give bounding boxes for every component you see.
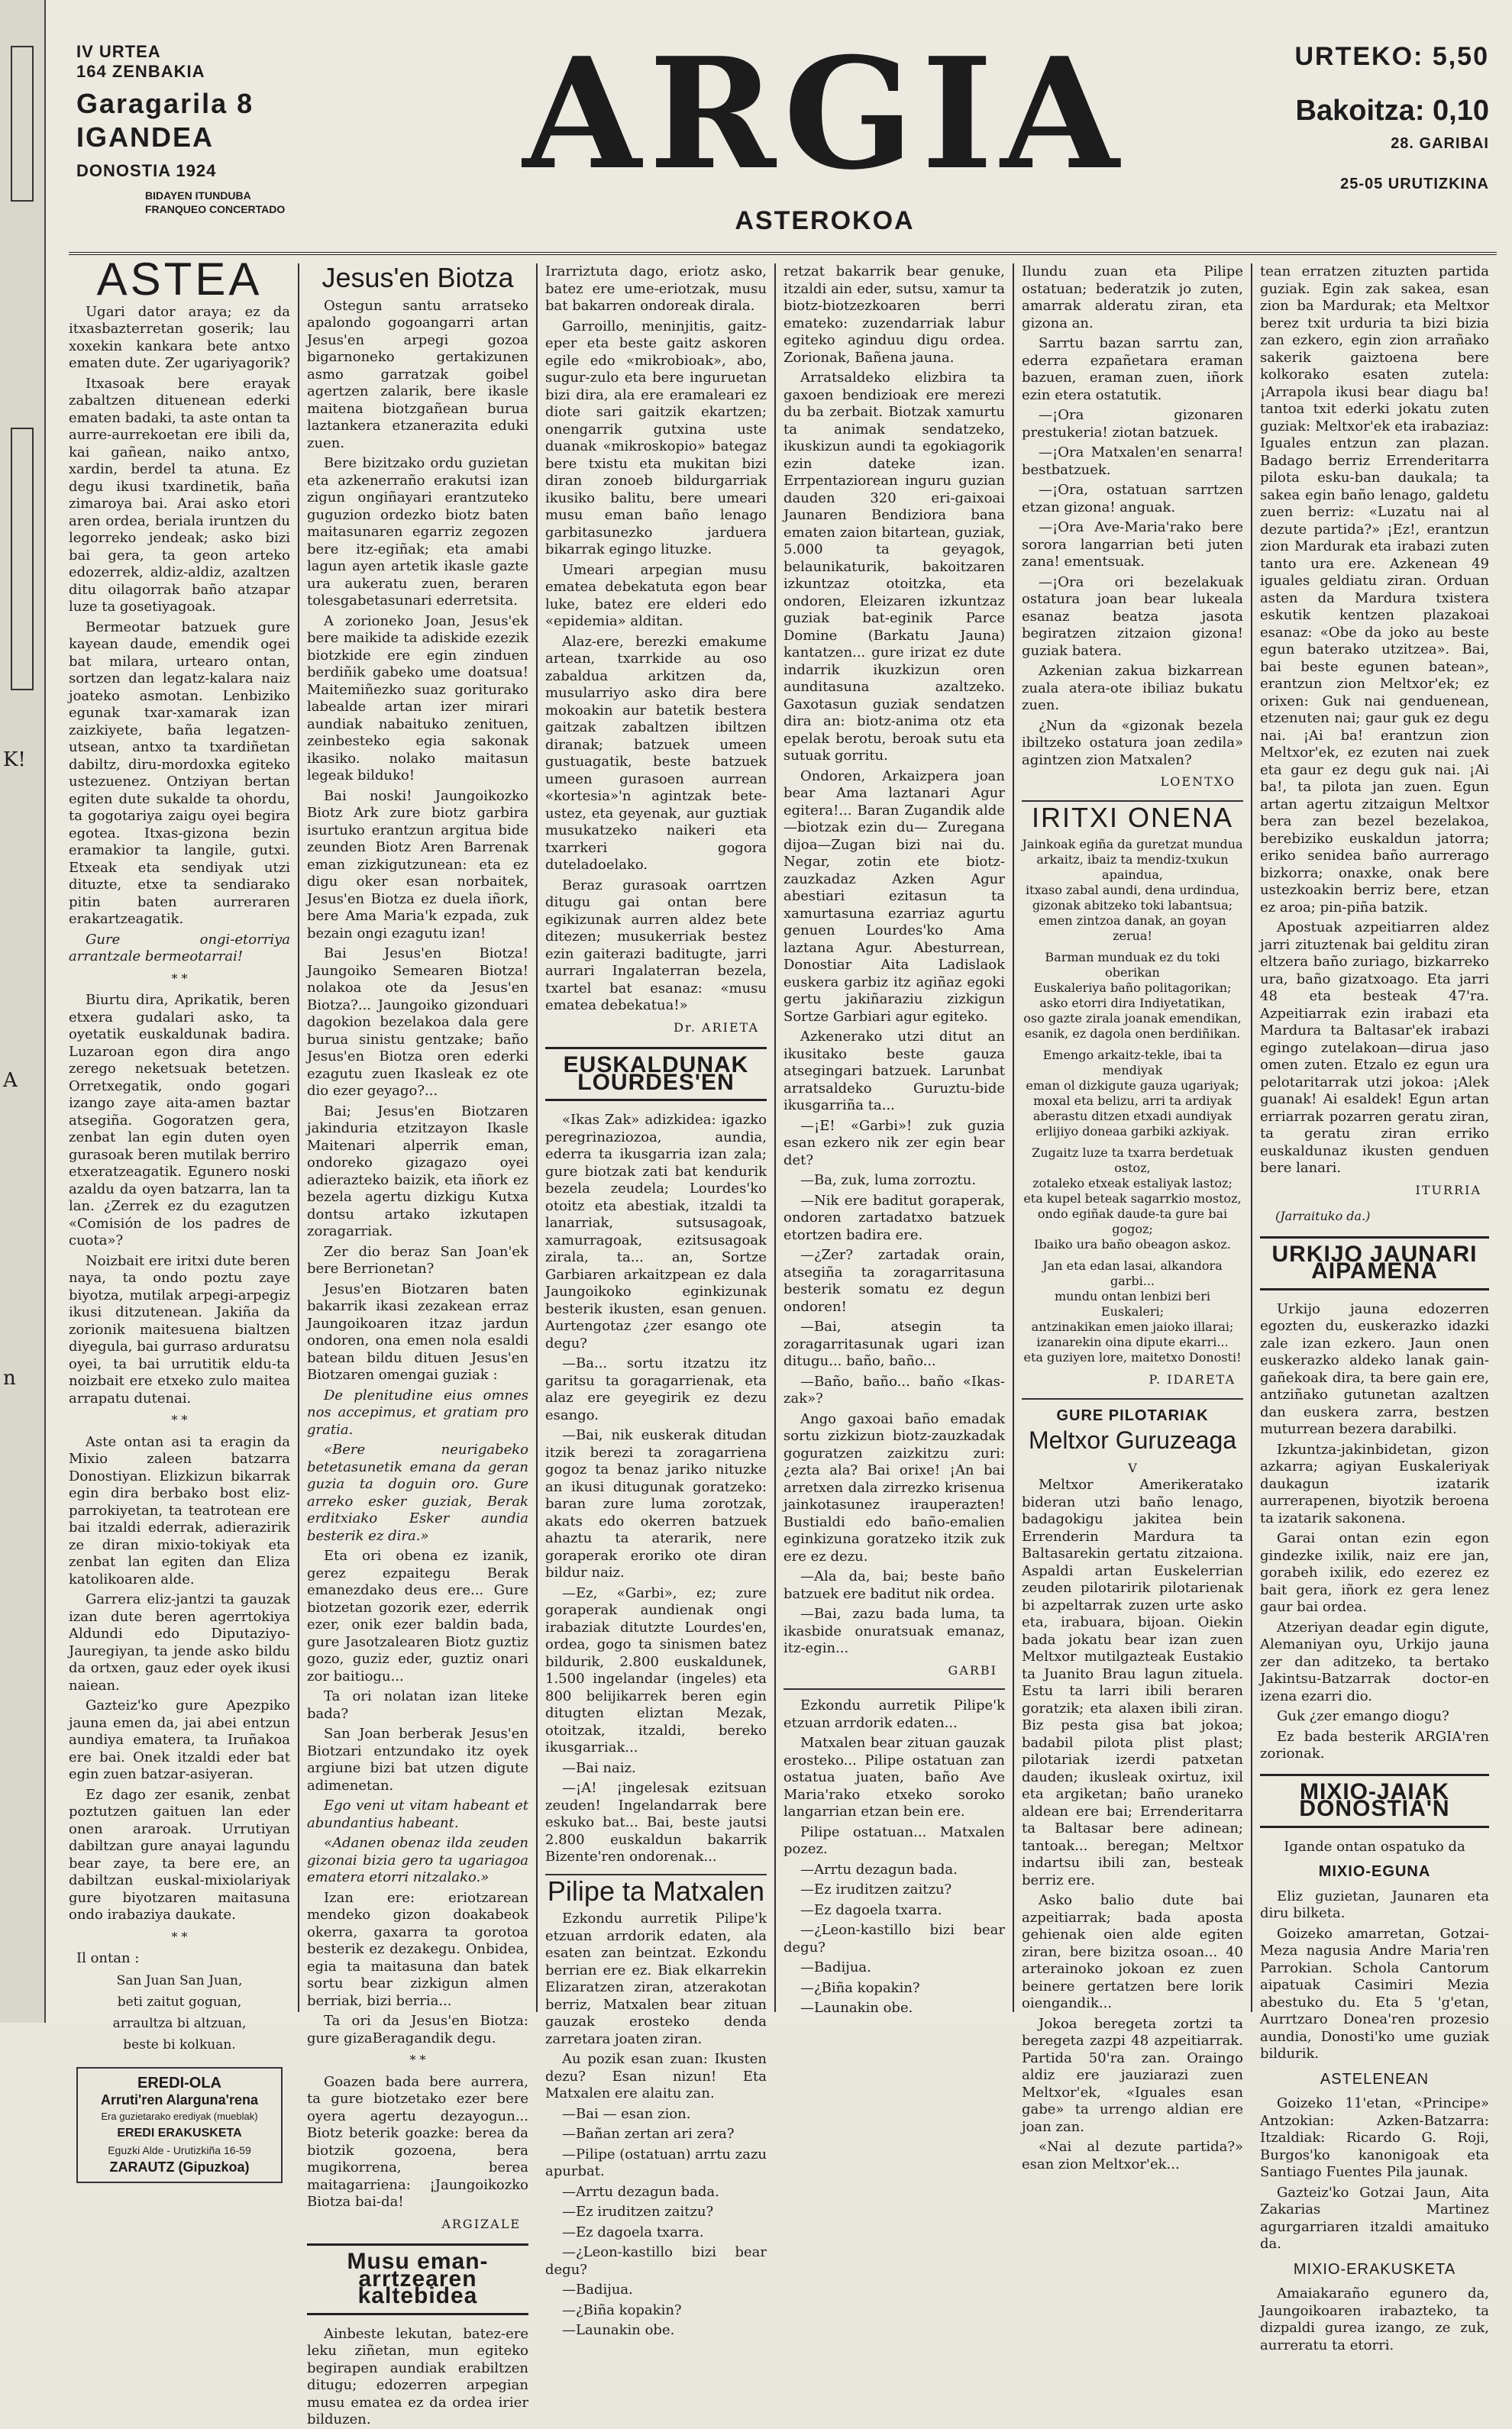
paragraph: Beraz gurasoak oarrtzen ditugu gai ontan bere egikizunak aurren aldez bete ditezen; musukerriak bestez ezin gaiterazi baditugte, jarri aurrari Ingalaterran bezela, txartel bat esanaz: «musu ematea debekatua!» — [545, 877, 767, 1013]
article-heading-pilipe: Pilipe ta Matxalen — [547, 1875, 765, 1907]
paragraph: Urkijo jauna edozerren egozten du, euskerazko idazki zale izan ezkero. Jaun onen euskerazko aldeko lanak gain-gañekoak dira, ta bere gain ere, antziñako gutunetan azaltzen dan euskera zarra, bestzen muturrean bezera darabilki. — [1260, 1300, 1489, 1437]
paragraph: —Pilipe (ostatuan) arrtu zazu apurbat. — [545, 2146, 767, 2179]
poem-stanza — [1022, 1258, 1243, 1365]
paragraph: Alaz-ere, berezki emakume artean, txarrkide au oso zabaldua arkitzen da, musularriyo asko dira bere mokoakin aur batetik bestera gaitzak zabaltzen ibiltzen diranak; batzuek umeen gustuagatik, beste batzuek umeen gurasoen aurrean «kortesia»'n agintzak bete-ustez, eta geyenak, aur guztiak musukatzeko naikeri eta txarrkeri gogora duteladoelako. — [545, 633, 767, 873]
paragraph: Au pozik esan zuan: Ikusten dezu? Esan nizun! Eta Matxalen ere alaitu zan. — [545, 2051, 767, 2101]
paragraph: —¿Leon-kastillo bizi bear degu? — [783, 1922, 1005, 1956]
paragraph: Jesus'en Biotzaren baten bakarrik ikasi zezakean erraz Jaungoikoaren itzaz jardun ondoren, ona emen nola esaldi batean bildu dituen Jesus'en Biotzaren omengai guziak : — [307, 1281, 528, 1383]
section-break: * * — [171, 971, 188, 986]
paragraph: Ezkondu aurretik Pilipe'k etzuan arrdorik edaten, ala esaten zan beintzat. Ezkondu berrian ere ez. Biak elkarrekin Elizaratzen ziran, atzerakotan berriz, Matxalen bear zituan gauzak erosteko denda zarretara joaten ziran. — [545, 1911, 767, 2047]
paragraph: Guk ¿zer emango diogu? — [1277, 1708, 1449, 1724]
poem-line: Emengo arkaitz-tekle, ibai ta mendiyak — [1042, 1048, 1223, 1077]
ad-line: Era guzietarako erediyak (mueblak) — [101, 2110, 258, 2122]
column-divider — [298, 263, 299, 2012]
paragraph: tean erratzen zituzten partida guziak. Egin zak sakea, esan zion ba Mardurak; eta Meltxor berez txit urduria ta bizi bizia zan ezkero, egin zion arrañako sakerik gaiztoena bere kolkorako esaten zutela: ¡Arrapola ikusi bear diagu ba! tantoa txit ederki jokatu zuten guziak: Meltxor'ek eta irabaziaz: Iguales entzun zan plazan. Badago berriz Errenderitarra pilota esku-ban daukala; ta sakea egin baño lenago, galdetu zuen berriz: «Luzatu nai al dezute partida?» ¡Ez!, erantzun zion Mardurak eta irabazi zuten tanto ura ere. Azkenean 49 iguales geldiatu ziran. Orduan asten da Mardura txistera eskutik kentzen plazakoai esanaz: «Obe da joko au beste egun baterako utzitzea». Bai, bai beste egunen batean», erantzun zion Meltxor'ek; ez orixen: Guk nai genduenean, etzenuten nai; gaur guk ez degu nai. ¡Ai ba! erantzun zion Meltxor'ek, ez ezuten nai zuek eta gaur ez degu guk nai. ¡Ai ba!, ta pilota jan zuen. Egun artan agertu zitzaigun Meltxor bera zan bezel bezelakoa, berebiziko euskaldun jatorra; eriko senidea baño aurrerago bizkorra; onaxke, onak bere ustezkoakin berriz bere, etzan ez aroa; pin-piña batzik. — [1260, 263, 1489, 916]
article-heading-musu: Musu eman-arrtzearen kaltebidea — [307, 2243, 528, 2315]
paragraph: —Baño, baño... baño «Ikas-zak»? — [783, 1373, 1005, 1407]
paragraph: «Nai al dezute partida?» esan zion Meltxor'ek... — [1022, 2139, 1243, 2172]
masthead-note-2: 25-05 URUTIZKINA — [1340, 176, 1489, 192]
paragraph: Azkenerako utzi ditut an ikusitako beste gauza atsegingari batzuek. Larunbat arratsaldeko Guruztu-bide ikusgarriña ta... — [783, 1029, 1005, 1113]
signature: ARGIZALE — [441, 2216, 521, 2231]
paragraph: —Bai, atsegin ta zoragarritasunak ugari izan ditugu... baño, baño... — [783, 1319, 1005, 1369]
paragraph: Gazteiz'ko Gotzai Jaun, Aita Zakarias Martinez agurgarriaren itzaldi amaituko da. — [1260, 2184, 1489, 2252]
poem-line: Ibaiko ura baño obeagon askoz. — [1034, 1237, 1231, 1252]
article-heading-iritxi-onena: IRITXI ONENA — [1031, 801, 1234, 833]
paragraph: —Bai naiz. — [562, 1759, 636, 1776]
poem-line: gizonak abitzeko toki labantsua; — [1032, 898, 1233, 912]
poem-line: erlijiyo doneaa garbiki azkiyak. — [1035, 1124, 1229, 1139]
section-break: * * — [409, 2053, 426, 2067]
paragraph: Ez dago zer esanik, zenbat poztutzen gaituen lan eder onen araroak. Urrutiyan dabiltzan gure anayai lagundu bear zaye, ta bere ere, an dabiltzan euskal-mixiolariyak gure biyotzaren maitasuna ondo irabaziya daukate. — [69, 1786, 290, 1923]
page-content — [69, 24, 1497, 2427]
verse-line: arraultza bi altzuan, — [112, 2015, 247, 2031]
paragraph: —Ez dagoela txarra. — [800, 1901, 942, 1918]
column-divider — [774, 263, 776, 2012]
paragraph: —Launakin obe. — [562, 2322, 675, 2338]
article-heading-meltxor: Meltxor Guruzeaga — [1028, 1426, 1237, 1454]
paragraph: —Arrtu dezagun bada. — [800, 1861, 958, 1878]
paragraph: —Bai, zazu bada luma, ta ikasbide onuratsuak emanaz, itz-egin... — [783, 1606, 1005, 1656]
border-ornament — [11, 428, 34, 690]
poem-line: izanarekin oina dipute ekarri... — [1036, 1335, 1229, 1349]
verse-line: San Juan San Juan, — [116, 1972, 243, 1988]
poem-line: mundu ontan lenbizi beri Euskaleri; — [1054, 1289, 1211, 1319]
section-break: * * — [171, 1413, 188, 1427]
continued-note: (Jarraituko da.) — [1275, 1209, 1371, 1223]
advertisement-box — [76, 2067, 283, 2183]
paragraph: Bai; Jesus'en Biotzaren jakinduria etzitzayon Ikasle Maitenari alperrik eman, ondoreko gizagazo oyei adierazteko baizik, eta iñork ez bezela agertu dizkigu Kutxa dontsu artako izkutapen zoragarriak. — [307, 1103, 528, 1239]
paragraph: Bermeotar batzuek gure kayean daude, emendik ogei bat milara, urtearo ontan, sortzen dan legatz-kalara naiz joateko asmotan. Lenbiziko egunak txar-xamarak izan zaizkiyete, baña legatzen-utsean, antxo ta txardiñetan dabiltz, diru-mordoxka egiteko ustezuenez. Ontziyan bertan egiten dute sukalde ta ohordu, ta gogotariya zaigu oyei begira egotea. Itxas-gizona bezin eramakior ta langile, gutxi. Etxeak eta sendiyak utzi dituzte, etxe ta sendiarako pitin baten aurreraren erakartzeagatik. — [69, 619, 290, 927]
article-heading-lourdes: EUSKALDUNAK LOURDES'EN — [545, 1047, 767, 1101]
paragraph: Aste ontan asi ta eragin da Mixio zaleen batzarra Donostiyan. Elizkizun bikarrak egin dira berbako bost eliz-parrokiyetan, ta teatrotean ere bai itzaldi ederrak, adierazirik ze diran mixio-tokiyak eta zenbat lan egiten dan Eliza katolikoaren alde. — [69, 1433, 290, 1588]
paragraph: Bere bizitzako ordu guzietan eta azkenerraño erakutsi izan zigun ongiñayari erantzuteko guguzion ordezko biotz baten maitasunaren egarriz zegozen bere itz-egiñak; eta amabi lagun ayen artetik ikasle gazte ura aukeratu zuen, beraren tolesgabetasunari ederretsita. — [307, 455, 528, 609]
paragraph: Ango gaxoai baño emadak sortu zizkizun biotz-zauzkadak goguratzen zaizkitzu zuri: ¿ezta ala? Bai orixe! ¡An bai arretxen dala zirrezko krisenua jainkotasunez irauperazten! Bustialdi edo baño-emalien eginkizuna goratzeko itzik zuk ere ez dezu. — [783, 1410, 1005, 1565]
subheading-astelenean: ASTELENEAN — [1320, 2070, 1430, 2088]
paragraph: Itxasoak bere erayak zabaltzen dituenean ederki ematen badaki, ta aste ontan ta aurre-aurrekoetan ere ibili da, kai gañean, naiko antxo, xardin, berdel ta atuna. Ez degu ikusi txardinetik, baña zimaroya bai. Arai asko etori aren ordea, beriala iruntzen du legorreko jendeak; asko bizi bai gera, ta geon arteko edozerrek, aldiz-aldiz, azaltzen ditu oilagorrak baño atzapar luze ta gosetiyagoak. — [69, 375, 290, 615]
masthead-note-1: 28. GARIBAI — [1391, 135, 1489, 152]
date-line: Garagarila 8 — [76, 88, 254, 119]
paragraph: Gazteiz'ko gure Apezpiko jauna emen da, jai abei entzun aundiya ematera, ta Iruñakoa ere bai. Onek itzaldi eder bat egin zuen batzar-asiyeran. — [69, 1697, 290, 1782]
ad-line: EREDI ERAKUSKETA — [117, 2126, 242, 2140]
yearly-price: URTEKO: 5,50 — [1294, 42, 1489, 71]
article-heading-astea: ASTEA — [96, 254, 263, 305]
poem-line: ondo egiñak daude-ta gure bai gogoz; — [1037, 1206, 1228, 1236]
article-heading-mixio-jaiak: MIXIO-JAIAK DONOSTIA'N — [1260, 1774, 1489, 1828]
part-number: V — [1128, 1460, 1137, 1475]
border-ornament — [11, 46, 34, 202]
paragraph: Garrera eliz-jantzi ta gauzak izan dute beren agerrtokiya Aldundi edo Diputaziyo-Jauregiyan, ta jende asko bildu da ortxen, gauz eder oyek ikusi naiean. — [69, 1591, 290, 1694]
paragraph: —Nik ere baditut goraperak, ondoren zartadatxo batzuek etortzen badira ere. — [783, 1192, 1005, 1243]
paragraph: Goizeko 11'etan, «Principe» Antzokian: Azken-Batzarra: Itzaldiak: Ricardo G. Roji, Burgos'ko kanonigoak eta Santiago Fuentes Pila jaunak. — [1260, 2095, 1489, 2180]
place-year: DONOSTIA 1924 — [76, 161, 217, 180]
paragraph: —¡Ora Matxalen'en senarra! bestbatzuek. — [1022, 444, 1243, 478]
paragraph: Atzeriyan deadar egin digute, Alemaniyan oyu, Urkijo jauna zer dan aditzeko, ta bertako Jakintsu-Batzarrak doctor-en izena ezarri dio. — [1260, 1619, 1489, 1704]
masthead-left — [76, 42, 351, 216]
paragraph: Ostegun santu arratseko apalondo gogoangarri artan Jesus'en arpegi gozoa bigarnoneko gertakizunen asmo garratzak goibel agertzen zalarik, bere ikasle maitena biotzgañean burua laztankera etzanerazita eduki zuen. — [307, 297, 528, 451]
paragraph: —Bañan zertan ari zera? — [562, 2126, 735, 2142]
paragraph: Bai noski! Jaungoikozko Biotz Ark zure biotz garbira isurtuko erantzun argitua bide zeunden Biotz Aren Barrenak eman zizkigutzunean: eta ez digu oker esan norbaitek, Jesus'en Biotza ez duela iñork, bere Ama Maria'k ezpada, zuk bezain ongi ezagutu izan! — [307, 787, 528, 942]
newspaper-subtitle: ASTEROKOA — [735, 206, 915, 235]
poem-line: aberastu ditzen etxadi aundiyak — [1032, 1109, 1233, 1123]
paragraph: Ta ori nolatan izan liteke bada? — [307, 1688, 528, 1722]
paragraph: —Ala da, bai; beste baño batzuek ere baditut nik ordea. — [783, 1568, 1005, 1602]
newspaper-title: ARGIA — [522, 24, 1127, 204]
edge-fragment: K! — [3, 748, 26, 771]
poem-line: zotaleko etxeak estaliyak lastoz; — [1032, 1176, 1233, 1190]
ad-line: Arruti'ren Alarguna'rena — [101, 2091, 258, 2108]
poem-line: Barman munduak ez du toki oberikan — [1045, 950, 1220, 980]
ad-line: ZARAUTZ (Gipuzkoa) — [109, 2159, 250, 2175]
signature: LOENTXO — [1160, 774, 1236, 789]
verse-intro: Il ontan : — [76, 1950, 140, 1966]
poem-line: Jan eta edan lasai, alkandora garbi... — [1042, 1258, 1223, 1288]
poem-line: esanik, ez dagola onen berdiñikan. — [1024, 1026, 1241, 1041]
paragraph: Noizbait ere iritxi dute beren naya, ta ondo poztu zaye biyotza, mutilak arpegi-arpegiz ikusi ditzutenean. Jakiña da zorionik maitesuena bialtzen diyegula, bai gurraso arduratsu oyei, ta bai urrutitik eldu-ta noizbait ere etxeko zulo maitea arrapatu dutenai. — [69, 1252, 290, 1407]
column-6 — [1260, 263, 1489, 2353]
signature: ITURRIA — [1415, 1182, 1481, 1197]
column-4 — [783, 263, 1005, 2016]
poem-line: itxaso zabal aundi, dena urdindua, — [1025, 883, 1240, 897]
paragraph: —Ba, zuk, luma zorroztu. — [800, 1172, 977, 1188]
paragraph: «Adanen obenaz ilda zeuden gizonai bizia gero ta ugariagoa ematera etorri nitzalako.» — [307, 1835, 528, 1885]
paragraph: Ondoren, Arkaizpera joan bear Ama laztanari Agur egitera!... Baran Zugandik alde—biotzak ezin du— Zuregana dijoa—Zugan bizi nai du. Negar, zotin ete biotz-zauzkadaz Azken Agur abestiari ezitasun ta xamurtasuna ezarriaz agurtu genuen Lourdes'ko Ama laztana Agur. Abesturrean, Donostiar Aita Ladislaok euskera garbiz itz agiñaz egoki gertu jakiñaraziu zizkigun Sortze Garbiari agur egiteko. — [783, 767, 1005, 1025]
paragraph: Pilipe ostatuan... Matxalen pozez. — [783, 1823, 1005, 1857]
subheading-erakusketa: MIXIO-ERAKUSKETA — [1293, 2260, 1456, 2278]
column-divider — [1251, 263, 1252, 2012]
paragraph: —Badijua. — [562, 2282, 633, 2298]
paragraph: —¡Ora ori bezelakuak ostatura joan bear lukeala esanaz beatza jasota begiratzen zitzaion gizona! guziak batera. — [1022, 573, 1243, 659]
poem-stanza — [1022, 1145, 1243, 1252]
paragraph: Arratsaldeko elizbira ta gaxoen bendizioak ere merezi du ba zerbait. Biotzak xamurtu ta animak sendatzeko, ikuskizun aundi ta egokiagorik ezin dateke izan. Errpentaziorean inguru guzian dauden 320 eri-gaixoai Jaunaren Bendiziora bana ematen zaion bitartean, guziak, 5.000 ta geyagok, belaunikaturik, bakoitzaren izkuntzaz otoitzka, eta ondoren, Eleizaren izkuntzaz guziak bat-eginik Parce Domine (Barkatu Jauna) kantatzen... gure irizat ez dute indarrik ikuzkizun oren aunditasuna azaltzeko. Gaxotasun guziak sendatzen dira an: biotz-anima otz eta epelak berotu, beroak sutu eta sutuak gorritu. — [783, 370, 1005, 764]
paragraph: Azkenian zakua bizkarrean zuala atera-ote ibiliaz bukatu zuen. — [1022, 663, 1243, 713]
ad-line: Eguzki Alde - Urutizkiña 16-59 — [108, 2143, 251, 2156]
paragraph: —¡Ora gizonaren prestukeria! ziotan batzuek. — [1022, 407, 1243, 441]
section-heading-pilotariak: GURE PILOTARIAK — [1056, 1407, 1209, 1424]
day-label: IGANDEA — [76, 121, 215, 153]
paragraph: —Bai, nik euskerak ditudan itzik berezi ta zoragarriena gogoz ta benaz jariko nituzke an ikusi ditugunak goratzeko: baran zure luma zorotzak, akats edo okerren batzuek ahaztu ta aterarik, nere goraperak eroriko ote diran bildur naiz. — [545, 1427, 767, 1581]
paragraph: —Launakin obe. — [800, 2000, 913, 2016]
paragraph: Ezkondu aurretik Pilipe'k etzuan arrdorik edaten... — [783, 1697, 1005, 1731]
divider — [783, 1688, 1005, 1690]
paragraph: Biurtu dira, Aprikatik, beren etxera gudalari asko, ta oyetatik euskaldunak badira. Luzaroan egon dira ango zerego neketsuak betetzen. Orretxegatik, ondo gogari izango zaye aita-amen baztar atsegiña. Gogoratzen gera, zenbat lan egin duten oyen gurasoak beren mutilak berriro etxeratzeagatik. Egunero noski azaldu da oyen batzarra, lan ta lan. ¿Zerrek ez du ezagutzen «Comisión de los padres de cuota»? — [69, 992, 290, 1248]
paragraph: A zorioneko Joan, Jesus'ek bere maikide ta adiskide ezezik biotzkide ere egin zinduen berdiñik gabeko ume doatsua! Maitemiñezko suaz goriturako labealde artan izer mirari aundiak nabaituko zenituen, zeinbesteko egia sakonak ikasiko. nolako maitasun legeak bilduko! — [307, 612, 528, 783]
article-heading-jesusen-biotza: Jesus'en Biotza — [321, 262, 514, 293]
ad-title: EREDI-OLA — [137, 2074, 221, 2091]
column-1 — [69, 254, 290, 2175]
paragraph: Jokoa beregeta zortzi ta beregeta zazpi 48 azpeitiarrak. Partida 50'ra zan. Oraingo aldiz ere jauziarazi zuen Meltxor'ek, «Iguales esan gabe» ta urrengo aldian ere joan zan. — [1022, 2015, 1243, 2135]
paragraph: Izan ere: eriotzarean mendeko gizon doakabeok okerra, gaxarra ta gorotoa besterik ez dezakegu. Onbidea, egia ta maitasuna dan batek sortu bear zizkigun almen berriak, bizi berria... — [307, 1889, 528, 2009]
masthead-rule — [69, 252, 1497, 255]
year-label: IV URTEA — [76, 42, 161, 61]
signature: P. IDARETA — [1149, 1372, 1236, 1387]
paragraph: —¿Zer? zartadak orain, atsegiña ta zoragarritasuna besterik somatu ez degun ondoren! — [783, 1247, 1005, 1315]
paragraph: —¿Biña kopakin? — [800, 1979, 920, 1996]
paragraph: Ainbeste lekutan, batez-ere leku ziñetan, mun egiteko begirapen aundiak erabiltzen ditugu; edozerren arpegian musu ematea ez da ordea irier bilduzen. — [307, 2325, 528, 2427]
verse-line: beti zaitut goguan, — [117, 1994, 242, 2010]
paragraph: Goazen bada bere aurrera, ta gure biotzetako ezer bere oyera agertu dezayogun... Biotz beterik goazke: berea da biotzik gozoena, bera mugikorrena, berea maitagarriena: ¡Jaungoikozko Biotza bai-da! — [307, 2073, 528, 2210]
column-divider — [536, 263, 538, 2012]
poem-line: Jainkoak egiña da guretzat mundua — [1022, 837, 1243, 851]
paragraph: —Ez, «Garbi», ez; zure goraperak aundienak ongi irabaziak ditutzte Lourdes'en, ordea, gogo ta sinismen batez bildurik, 2.800 euskaldunek, 1.500 ingelandar (ingeles) eta 800 belijikarrek beren egin ditugten eliztan Mezak, otoitzak, itzaldi, bereko ikusgarriak... — [545, 1584, 767, 1756]
paragraph: Gure ongi-etorriya arrantzale bermeotarrai! — [69, 931, 290, 964]
poem-line: arkaitz, ibaiz ta mendiz-txukun apaindua, — [1036, 852, 1229, 882]
intro-line: Igande ontan ospatuko da — [1284, 1838, 1465, 1855]
verse-line: beste bi kolkuan. — [123, 2037, 236, 2053]
poem-line: emen zintzoa danak, an goyan zerua! — [1039, 913, 1226, 943]
column-divider — [1013, 263, 1014, 2012]
paragraph: Zer dio beraz San Joan'ek bere Berrionetan? — [307, 1243, 528, 1277]
paragraph: Garroillo, meninjitis, gaitz-eper eta beste gaitz askoren egile edo «mikrobioak», abo, sugur-zulo eta bere inguruetan bizi dira, ala ere eramaleari ez diote sari gaitzik ekartzen; onengarrik gutxina uste duanak «mikroskopio» bategaz bere txistu eta mukitan bizi diran zonoeb bildurgarriak ikusiko balitu, bere umeari musu eman baño lenago garbitasunezko jarduera bikarrak egingo lituzke. — [545, 318, 767, 557]
paragraph: —Ez dagoela txarra. — [562, 2224, 704, 2240]
poem-line: asko etorri dira Indiyetatikan, — [1039, 996, 1226, 1010]
poem-line: oso gazte zirala joanak emendikan, — [1023, 1011, 1242, 1026]
paragraph: Amaiakaraño egunero da, Jaungoikoaren irabazteko, ta dizpaldi gurea izango, ze zuk, aurreratu ta etorri. — [1260, 2285, 1489, 2353]
poem-line: eman ol dizkigute gauza ugariyak; — [1026, 1078, 1239, 1093]
paragraph: Apostuak azpeitiarren aldez jarri zituztenak bai gelditu ziran eltzera baño zuriago, bizkarreko ura, baño gizatxoago. Eta jarri 48 eta besteak 47'ra. Azpeitiarrak ezin irabazi eta Mardura ta Baltasar'ek irabazi egingo zutelakoan—dirua jaso omen zuten. Etzalo ez egun ura pelotaritarrak utzi jokoa: ¡Alek guanak! Ai esaldek! Egun artan erriarrak pozarren geratu ziran, ta geratu ziran erriko euskaldunaz ikusten genduen bere lanari. — [1260, 919, 1489, 1176]
paragraph: Bai Jesus'en Biotza! Jaungoiko Semearen Biotza! nolakoa ote da Jesus'en Biotza?... Jaungoiko gizonduari dagokion bezelakoa dala gere burua sinistu gentzake; baño Jesus'en Biotza oren ederki ezagutu zuen Ikasleak ez ote dio ezer geyago?... — [307, 945, 528, 1099]
signature: GARBI — [948, 1662, 997, 1678]
column-5 — [1022, 263, 1243, 2172]
poem-line: moxal eta belizu, arri ta ardiyak — [1033, 1093, 1232, 1108]
paragraph: Umeari arpegian musu ematea debekatuta egon bear luke, batez ere elderi edo «epidemia» alditan. — [545, 561, 767, 629]
paragraph: —Arrtu dezagun bada. — [562, 2183, 719, 2200]
paragraph: —¡E! «Garbi»! zuk guzia esan ezkero nik zer egin bear det? — [783, 1117, 1005, 1168]
paragraph: Ilundu zuan eta Pilipe ostatuan; bederatzik jo zuten, amarrak alderatu ziran, eta gizona an. — [1022, 263, 1243, 331]
column-2 — [307, 262, 528, 2427]
paragraph: «Bere neurigabeko betetasunetik emana da geran guzia ta doguin oro. Gure arreko esker guziak, Berak erditxiako Esker aundia besterik ez dira.» — [307, 1442, 528, 1544]
paragraph: Meltxor Amerikeratako bideran utzi baño lenago, badagokigu jakitea bein Errenderin Mardura ta Baltasarekin gertatu zitzaiona. Aspaldi artan Euskelerrian zeuden pilotaririk pilotarienak bi azpeltarrak zuzen urte asko eta, irabuara, bijoan. Oiekin bada jokatu bear izan zuen Meltxor mutilgazteak Eustakio ta Juanito Brau lagun zituela. Estu ta larri ibili beraren goratzik; eta alaxen ibili ziran. Biz pesta gisa bat jokoa; badabil pilota plist plast; pilotariak izerdi patxetan dauden; ikusleak oxirtuz, ixil eta argiketan; baño uraneko aldean ere bai; Errenderitarra ta Baltasar bere adinean; tantoak... beregan; Meltxor indartsu ibili zan, besteak berriz ere. — [1022, 1477, 1243, 1888]
paragraph: retzat bakarrik bear genuke, itzaldi ain eder, sutsu, xamur ta biotz-biotzezkoaren berri emateko: zuzendarriak labur egiteko aginduu digu ordea. Zorionak, Bañena jauna. — [783, 263, 1005, 366]
paragraph: De plenitudine eius omnes nos accepimus, et gratiam pro gratia. — [307, 1387, 528, 1438]
poem-line: Zugaitz luze ta txarra berdetuak ostoz, — [1032, 1145, 1233, 1175]
paragraph: ¿Nun da «gizonak bezela ibiltzeko ostatura joan zedila» agintzen zion Matxalen? — [1022, 717, 1243, 768]
paragraph: —Ez iruditzen zaitzu? — [562, 2204, 714, 2220]
paragraph: —¡Ora, ostatuan sarrtzen etzan gizona! anguak. — [1022, 482, 1243, 515]
paragraph: Ego veni ut vitam habeant et abundantius habeant. — [307, 1798, 528, 1831]
paragraph: —Bai — esan zion. — [562, 2105, 691, 2122]
article-heading-urkijo: URKIJO JAUNARI AIPAMENA — [1260, 1236, 1489, 1290]
franchise-line-2: FRANQUEO CONCERTADO — [145, 203, 286, 215]
paragraph: Asko balio dute bai azpeitiarrak; bada aposta gehienak oien alde egiten ziran, bere bizitza osoan... 40 arterainoko jokoan ez zuen beinere gertatzen bere lorik oiengandik... — [1022, 1892, 1243, 2011]
poem-line: Euskaleriya baño politagorikan; — [1033, 980, 1232, 995]
paragraph: Eta ori obena ez izanik, gerez ezpaitegu Berak emanezdako deus ere... Gure biotzetan gozorik ezer, ederrik ezer, onik ezer baldin bada, gure Jasotzalearen Biotz guztiz gozo, guziz eder, guztiz onari zor baitiogu... — [307, 1548, 528, 1684]
edge-fragment: n — [3, 1367, 16, 1390]
paragraph: Ta ori da Jesus'en Biotza: gure gizaBeragandik degu. — [307, 2013, 528, 2046]
section-break: * * — [171, 1929, 188, 1944]
paragraph: —Ez iruditzen zaitzu? — [800, 1882, 952, 1898]
paragraph: San Joan berberak Jesus'en Biotzari entzundako itz oyek argiune bizi bat utzen digute adimenetan. — [307, 1726, 528, 1794]
paragraph: —Ba... sortu itzatzu itz garitsu ta goragarrienak, eta alaz ere geyegirik ez dezu esango. — [545, 1355, 767, 1423]
column-3 — [545, 263, 767, 2338]
paragraph: Ugari dator araya; ez da itxasbazterretan goserik; lau xoxekin kankara bete antxo ematen dute. Zer ugariyagorik? — [69, 303, 290, 371]
poem-stanza — [1022, 950, 1243, 1042]
paragraph: Goizeko amarretan, Gotzai-Meza nagusia Andre Maria'ren Parrokian. Schola Cantorum aipatuak Casimiri Mezia abestuko du. Eta 5 'g'etan, Aurrtzaro Donea'ren prozesio aundia, Donosti'ko ume guziak bildurik. — [1260, 1925, 1489, 2062]
poem-stanza — [1022, 837, 1243, 944]
poem-line: eta kupel beteak sagarrkio mostoz, — [1023, 1191, 1242, 1206]
paragraph: Eliz guzietan, Jaunaren eta diru bilketa. — [1260, 1888, 1489, 1921]
paragraph: Matxalen bear zituan gauzak erosteko... Pilipe ostatuan zan ostatua juaten, baño Ave Maria'rako etxeko soroko langarrian etzan bein ere. — [783, 1735, 1005, 1820]
paragraph: —¡A! ¡ingelesak ezitsuan zeuden! Ingelandarrak bere eskuko bat... Bai, beste jautsi 2.800 euskaldun bakarrik Bizente'ren ondorenak... — [545, 1780, 767, 1865]
issue-label: 164 ZENBAKIA — [76, 62, 205, 81]
masthead-right — [1229, 42, 1489, 193]
poem-line: eta guziyen lore, maitetxo Donosti! — [1023, 1350, 1242, 1365]
paragraph: Ez bada besterik ARGIA'ren zorionak. — [1260, 1728, 1489, 1762]
divider — [1022, 1398, 1243, 1400]
paragraph: Izkuntza-jakinbidetan, gizon azkarra; agiyan Euskaleriyak daukagun izatarik aurrerapenen, biyotzik beroena ta izatarik sakonena. — [1260, 1441, 1489, 1526]
franchise-line-1: BIDAYEN ITUNDUBA — [145, 189, 251, 202]
event-name: MIXIO-EGUNA — [1318, 1863, 1431, 1880]
paragraph: Garai ontan ezin egon gindezke ixilik, naiz ere jan, gorabeh ixilik, edo ezerez ez bait gera, iñork ez gera lenez gaur bai ordea. — [1260, 1530, 1489, 1615]
paragraph: —¡Ora Ave-Maria'rako bere sorora langarrian beti juten zana! ementsuak. — [1022, 519, 1243, 570]
single-price: Bakoitza: 0,10 — [1295, 95, 1489, 127]
signature: Dr. ARIETA — [674, 1019, 759, 1035]
paragraph: Sarrtu bazan sarrtu zan, ederra ezpañetara eraman bazuen, eraman zuen, iñork ezin etera ostatutik. — [1022, 335, 1243, 403]
paragraph: —¿Biña kopakin? — [562, 2301, 682, 2318]
paragraph: «Ikas Zak» adizkidea: igazko peregrinaziozoa, aundia, ederra ta ikusgarria izan zala; gure biotzak zati bat kendurik bezela zeudela; Lourdes'ko otoitz eta abestiak, itzaldi ta lanarriak, sutsusagoak, xamurragoak, ezitsusagoak zirala, ta... an, Sortze Garbiaren arkaitzpean ez dala Jaungoikoko eginkizunak besterik ikusten, esan genuen. Aurtengotaz ¿zer esango ote degu? — [545, 1112, 767, 1352]
edge-fragment: A — [3, 1069, 18, 1092]
poem-line: antzinakikan emen jaioko illarai; — [1031, 1319, 1234, 1334]
paragraph: —¿Leon-kastillo bizi bear degu? — [545, 2244, 767, 2278]
paragraph: —Badijua. — [800, 1959, 871, 1975]
poem-stanza — [1022, 1048, 1243, 1139]
paragraph: Irarriztuta dago, eriotz asko, batez ere ume-eriotzak, musu bat bakarren ondoreak dirala. — [545, 263, 767, 314]
adjacent-page-edge — [0, 0, 46, 2023]
